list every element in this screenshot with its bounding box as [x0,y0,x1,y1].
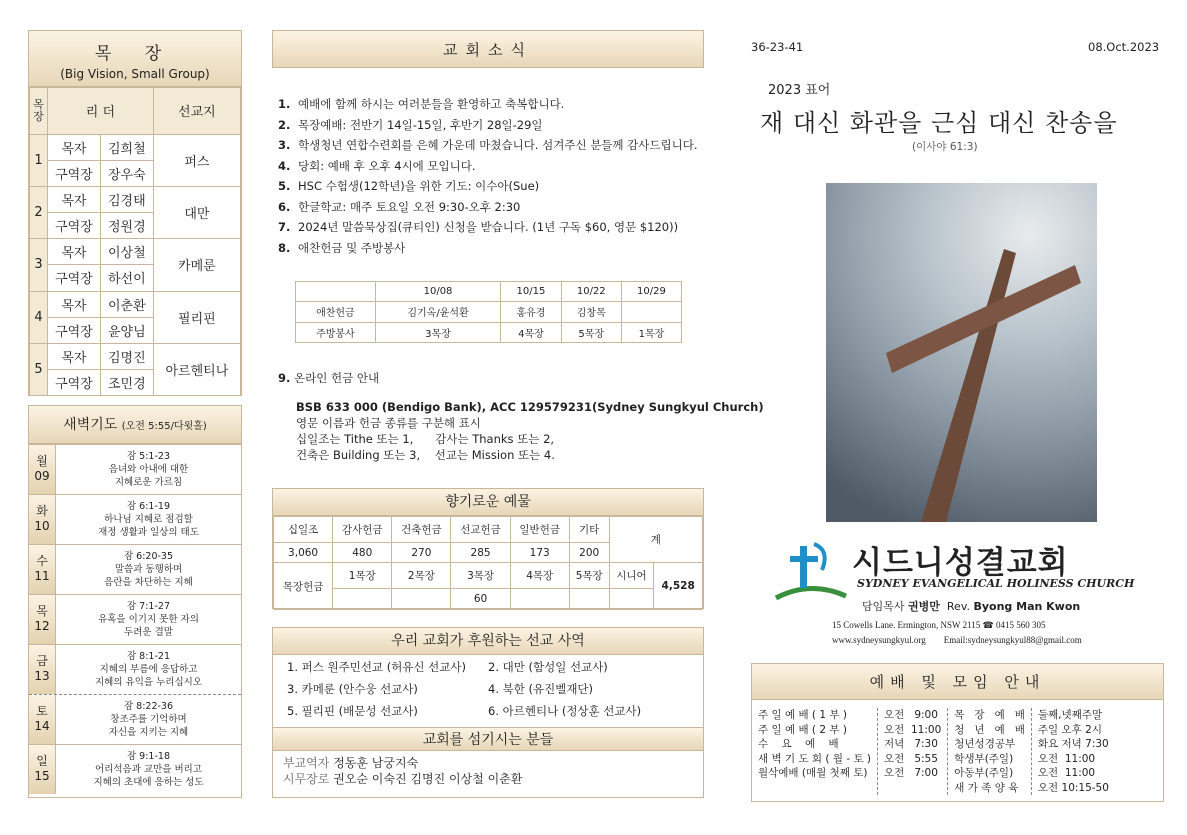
leader-name: 이상철 [100,239,153,265]
news-item [278,176,708,197]
group-value [333,589,392,610]
cross-photo [826,183,1097,522]
scripture: 잠 5:1-23 [126,451,170,462]
blank-cell [296,282,376,302]
day-label [29,695,56,744]
news-list [278,94,708,258]
motto-title: 재 대신 화관을 근심 대신 찬송을 [760,109,1118,137]
mission-box [272,627,704,798]
worship-line: 오전 11:00 [884,723,942,736]
worship-title: 예배 및 모임 안내 [752,664,1163,700]
website-link[interactable]: www.sydneysungkyul.org [832,635,926,645]
online-offering [278,370,764,463]
total-label: 계 [609,517,702,563]
news-item [278,135,708,156]
theme-line: 재정 생활과 일상의 태도 [98,527,199,538]
leader-row [30,343,241,369]
dawn-header [29,406,241,444]
day-name: 토 [36,704,48,718]
worship-line: 오전 11:00 [1037,752,1096,765]
item-text: 목장예배: 전반기 14일-15일, 후반기 28일-29일 [298,117,543,132]
leader-name: 정원경 [100,213,153,239]
total-value: 4,528 [654,563,703,610]
day-label [29,545,56,594]
day-label [29,745,56,794]
leaders-box [28,30,242,396]
worship-line: 학생부(주일) [954,752,1014,765]
offering-table [273,516,703,610]
schedule-cell: 홍유경 [501,302,561,322]
day-date: 11 [34,569,50,583]
col-group: 목장 [30,88,48,135]
col-leader: 리 더 [48,88,154,135]
day-date: 09 [34,469,50,483]
worship-line: 청 년 예 배 [954,723,1025,736]
item-no: 7. [278,220,291,235]
day-date: 14 [34,719,50,733]
church-name: 시드니성결교회 [852,545,1069,581]
mission-item: 2. 대만 (함성일 선교사) [488,660,608,674]
group-value: 60 [451,589,510,610]
leader-role: 목자 [48,291,101,317]
theme-line: 자신을 지키는 지혜 [108,727,189,738]
dawn-title: 새벽기도 [63,417,118,433]
servers-label-2: 시무장로 [283,772,330,786]
item-no: 2. [278,117,291,132]
leader-role: 구역장 [48,265,101,291]
mission-item: 4. 북한 (유진벨재단) [488,682,594,696]
theme-line: 지혜의 초대에 응하는 성도 [93,777,204,788]
theme-line: 말씀과 동행하며 [114,564,183,575]
group-value [569,589,609,610]
group-no: 2 [30,187,48,239]
item-text: 당회: 예배 후 오후 4시에 모입니다. [298,158,476,173]
bulletin-code: 36-23-41 [751,40,804,54]
theme-line: 지혜의 유익을 누리십시오 [95,677,202,688]
day-date: 13 [34,669,50,683]
worship-column [1032,708,1115,795]
leader-role: 목자 [48,239,101,265]
worship-line: 주일 오후 2시 [1037,723,1102,736]
mission-list [273,655,703,719]
pastor-name: 권병만 [908,600,940,613]
worship-line: 저녁 7:30 [884,738,938,750]
dawn-row [29,494,241,544]
day-date: 15 [34,769,50,783]
online-note-2: 십일조는 Tithe 또는 1, 감사는 Thanks 또는 2, [296,432,555,446]
mission-field: 아르헨티나 [153,343,240,395]
worship-line: 수 요 예 배 [758,738,839,750]
leader-row [30,134,241,160]
item-no: 6. [278,199,291,214]
theme-line: 음녀와 아내에 대한 [108,464,189,475]
servers-names-2: 권오순 이숙진 김명진 이상철 이춘환 [333,772,523,786]
group-value [510,589,569,610]
servers [273,751,703,791]
leader-role: 목자 [48,343,101,369]
theme-line: 지혜의 부름에 응답하고 [99,664,198,675]
theme-line: 창조주를 기억하며 [110,714,187,725]
theme-line: 음란을 차단하는 지혜 [104,577,193,588]
worship-line: 아동부(주일) [954,767,1014,779]
offering-header: 십일조 [274,517,333,543]
worship-line: 새 벽 기 도 회 ( 월 - 토 ) [758,752,872,765]
mission-field: 퍼스 [153,134,240,186]
online-note-3: 건축은 Building 또는 3, 선교는 Mission 또는 4. [296,448,555,462]
schedule-cell: 3목장 [375,322,500,342]
news-item [278,197,708,218]
offering-value: 480 [333,542,392,563]
group-no: 3 [30,239,48,291]
scripture: 잠 8:1-21 [126,651,170,662]
theme-line: 지혜로운 가르침 [114,477,183,488]
leaders-title: 목 장 [94,44,176,64]
group-no: 5 [30,343,48,395]
item-text: 학생청년 연합수련회를 은혜 가운데 마쳤습니다. 섬겨주신 분들께 감사드립니다. [298,138,698,153]
date-header: 10/22 [561,282,621,302]
group-header: 시니어 [609,563,654,589]
worship-line: 청년성경공부 [954,738,1016,750]
item-no: 9. [278,371,291,385]
offering-header: 건축헌금 [392,517,451,543]
date-header: 10/15 [501,282,561,302]
row-label: 애찬헌금 [296,302,376,322]
schedule-cell [621,302,681,322]
cross-icon [826,183,1097,522]
day-name: 목 [36,604,48,618]
leaders-table [29,87,241,396]
leader-name: 장우숙 [100,161,153,187]
leaders-header [29,31,241,87]
servers-label-1: 부교역자 [283,756,330,770]
leader-name: 조민경 [100,369,153,395]
mission-title: 우리 교회가 후원하는 선교 사역 [273,628,703,655]
rev-label: Rev. [946,600,970,613]
group-no: 4 [30,291,48,343]
day-label [29,445,56,494]
worship-line: 화요 저녁 7:30 [1037,738,1109,750]
offering-box [272,488,704,609]
offering-header: 감사헌금 [333,517,392,543]
online-note-1: 영문 이름과 헌금 종류를 구분해 표시 [296,416,481,430]
schedule-table [295,281,682,343]
date-header: 10/08 [375,282,500,302]
worship-line: 둘째,넷째주말 [1037,709,1103,721]
day-label [29,595,56,644]
day-name: 수 [36,554,48,568]
group-header: 2목장 [392,563,451,589]
scripture: 잠 7:1-27 [126,601,170,612]
schedule-cell: 4목장 [501,322,561,342]
leader-role: 목자 [48,134,101,160]
mission-item: 5. 필리핀 (배문성 선교사) [287,704,418,718]
servers-names-1: 정동훈 남궁지숙 [333,756,419,770]
offering-header: 일반헌금 [510,517,569,543]
scripture: 잠 8:22-36 [123,701,174,712]
day-name: 금 [36,654,48,668]
item-text: 애찬헌금 및 주방봉사 [298,240,406,255]
worship-line: 오전 5:55 [884,752,938,765]
servers-title: 교회를 섬기시는 분들 [273,727,703,751]
group-value [392,589,451,610]
offering-value: 173 [510,542,569,563]
mission-item: 1. 퍼스 원주민선교 (허유신 선교사) [287,660,466,674]
dawn-row [29,744,241,794]
email-link[interactable]: Email:sydneysungkyul88@gmail.com [943,635,1082,645]
group-value [609,589,654,610]
day-label [29,495,56,544]
church-name-en: SYDNEY EVANGELICAL HOLINESS CHURCH [857,577,1135,590]
scripture: 잠 9:1-18 [126,751,170,762]
theme-line: 유혹을 이기지 못한 자의 [98,614,199,625]
offering-value: 200 [569,542,609,563]
item-text: HSC 수험생(12학년)을 위한 기도: 이수아(Sue) [298,179,540,194]
offering-title: 향기로운 예물 [273,489,703,516]
schedule-cell: 1목장 [621,322,681,342]
news-item [278,217,708,238]
day-text [56,445,241,494]
dawn-row [29,544,241,594]
theme-line: 두려운 결말 [124,627,173,638]
news-item [278,238,708,259]
church-logo-icon [770,540,850,608]
leader-role: 목자 [48,187,101,213]
item-text: 한글학교: 매주 토요일 오전 9:30-오후 2:30 [298,199,521,214]
leader-role: 구역장 [48,161,101,187]
item-text: 2024년 말씀묵상집(큐티인) 신청을 받습니다. (1년 구독 $60, 영문 $120)) [298,220,679,235]
leader-role: 구역장 [48,317,101,343]
group-offering-label: 목장헌금 [274,563,333,610]
leader-name: 김명진 [100,343,153,369]
item-no: 4. [278,158,291,173]
scripture: 잠 6:20-35 [123,551,174,562]
day-name: 월 [36,454,48,468]
leader-role: 구역장 [48,369,101,395]
leader-name: 이춘환 [100,291,153,317]
item-no: 3. [278,138,291,153]
worship-line: 오전 7:00 [884,767,938,779]
day-name: 일 [36,754,48,768]
offering-value: 285 [451,542,510,563]
dawn-time: (오전 5:55/다윗홀) [121,421,207,432]
worship-line: 주 일 예 배 ( 2 부 ) [758,723,847,736]
bank-account: BSB 633 000 (Bendigo Bank), ACC 129579231(Sydney Sungkyul Church) [296,400,764,414]
day-date: 12 [34,619,50,633]
worship-line: 주 일 예 배 ( 1 부 ) [758,709,847,721]
leader-row [30,291,241,317]
worship-schedule [752,700,1163,795]
offering-header: 선교헌금 [451,517,510,543]
day-text [56,595,241,644]
mission-field: 대만 [153,187,240,239]
news-item [278,115,708,136]
worship-line: 목 장 예 배 [954,709,1025,721]
leader-name: 윤양님 [100,317,153,343]
mission-item: 6. 아르헨티나 (정상훈 선교사) [488,704,642,718]
news-item [278,94,708,115]
day-name: 화 [36,504,48,518]
day-text [56,645,241,694]
worship-column [948,708,1032,795]
mission-item: 3. 카메룬 (안수웅 선교사) [287,682,418,696]
row-label: 주방봉사 [296,322,376,342]
schedule-cell: 5목장 [561,322,621,342]
news-header: 교회소식 [272,30,704,68]
pastor-label: 담임목사 [862,600,905,613]
theme-line: 하나님 지혜로 점검할 [104,514,193,525]
worship-column [752,708,878,795]
worship-line: 월삭예배 (매월 첫째 토) [758,767,868,779]
worship-line: 오전 9:00 [884,709,938,721]
worship-line: 오전 10:15-50 [1037,781,1109,794]
motto-verse: (이사야 61:3) [912,141,978,153]
worship-line: 오전 11:00 [1037,767,1096,779]
group-header: 1목장 [333,563,392,589]
dawn-row [29,694,241,744]
date-header: 10/29 [621,282,681,302]
news-item [278,156,708,177]
dawn-row [29,594,241,644]
address-line: 15 Cowells Lane. Ermington, NSW 2115 ☎ 0415 560 305 [832,620,1046,630]
offering-header: 기타 [569,517,609,543]
dawn-row [29,444,241,494]
leader-name: 하선이 [100,265,153,291]
worship-line: 새 가 족 양 육 [954,781,1019,794]
item-no: 1. [278,97,291,112]
day-text [56,545,241,594]
mission-field: 필리핀 [153,291,240,343]
day-text [56,495,241,544]
worship-column [878,708,948,795]
group-header: 3목장 [451,563,510,589]
offering-value: 270 [392,542,451,563]
leaders-subtitle: (Big Vision, Small Group) [60,67,210,81]
item-no: 5. [278,179,291,194]
bulletin-date: 08.Oct.2023 [1088,40,1160,54]
schedule-cell: 김기옥/윤석환 [375,302,500,322]
mission-field: 카메룬 [153,239,240,291]
church-address [832,618,1082,648]
day-text [56,745,241,794]
leader-role: 구역장 [48,213,101,239]
group-header: 5목장 [569,563,609,589]
scripture: 잠 6:1-19 [126,501,170,512]
leader-row [30,187,241,213]
col-mission: 선교지 [153,88,240,135]
offering-value: 3,060 [274,542,333,563]
pastor-name-en: Byong Man Kwon [973,600,1081,613]
leader-name: 김희철 [100,134,153,160]
day-label [29,645,56,694]
online-title: 온라인 헌금 안내 [294,371,380,385]
worship-box [751,663,1164,802]
group-no: 1 [30,134,48,186]
day-text [56,695,241,744]
group-header: 4목장 [510,563,569,589]
motto-year: 2023 표어 [768,83,831,98]
item-no: 8. [278,240,291,255]
leader-row [30,239,241,265]
item-text: 예배에 함께 하시는 여러분들을 환영하고 축복합니다. [298,97,565,112]
dawn-prayer-box [28,405,242,798]
day-date: 10 [34,519,50,533]
dawn-row [29,644,241,694]
theme-line: 어리석음과 교만을 버리고 [95,764,202,775]
dawn-list [29,444,241,794]
leader-name: 김경태 [100,187,153,213]
pastor [862,598,1080,614]
schedule-cell: 김창목 [561,302,621,322]
